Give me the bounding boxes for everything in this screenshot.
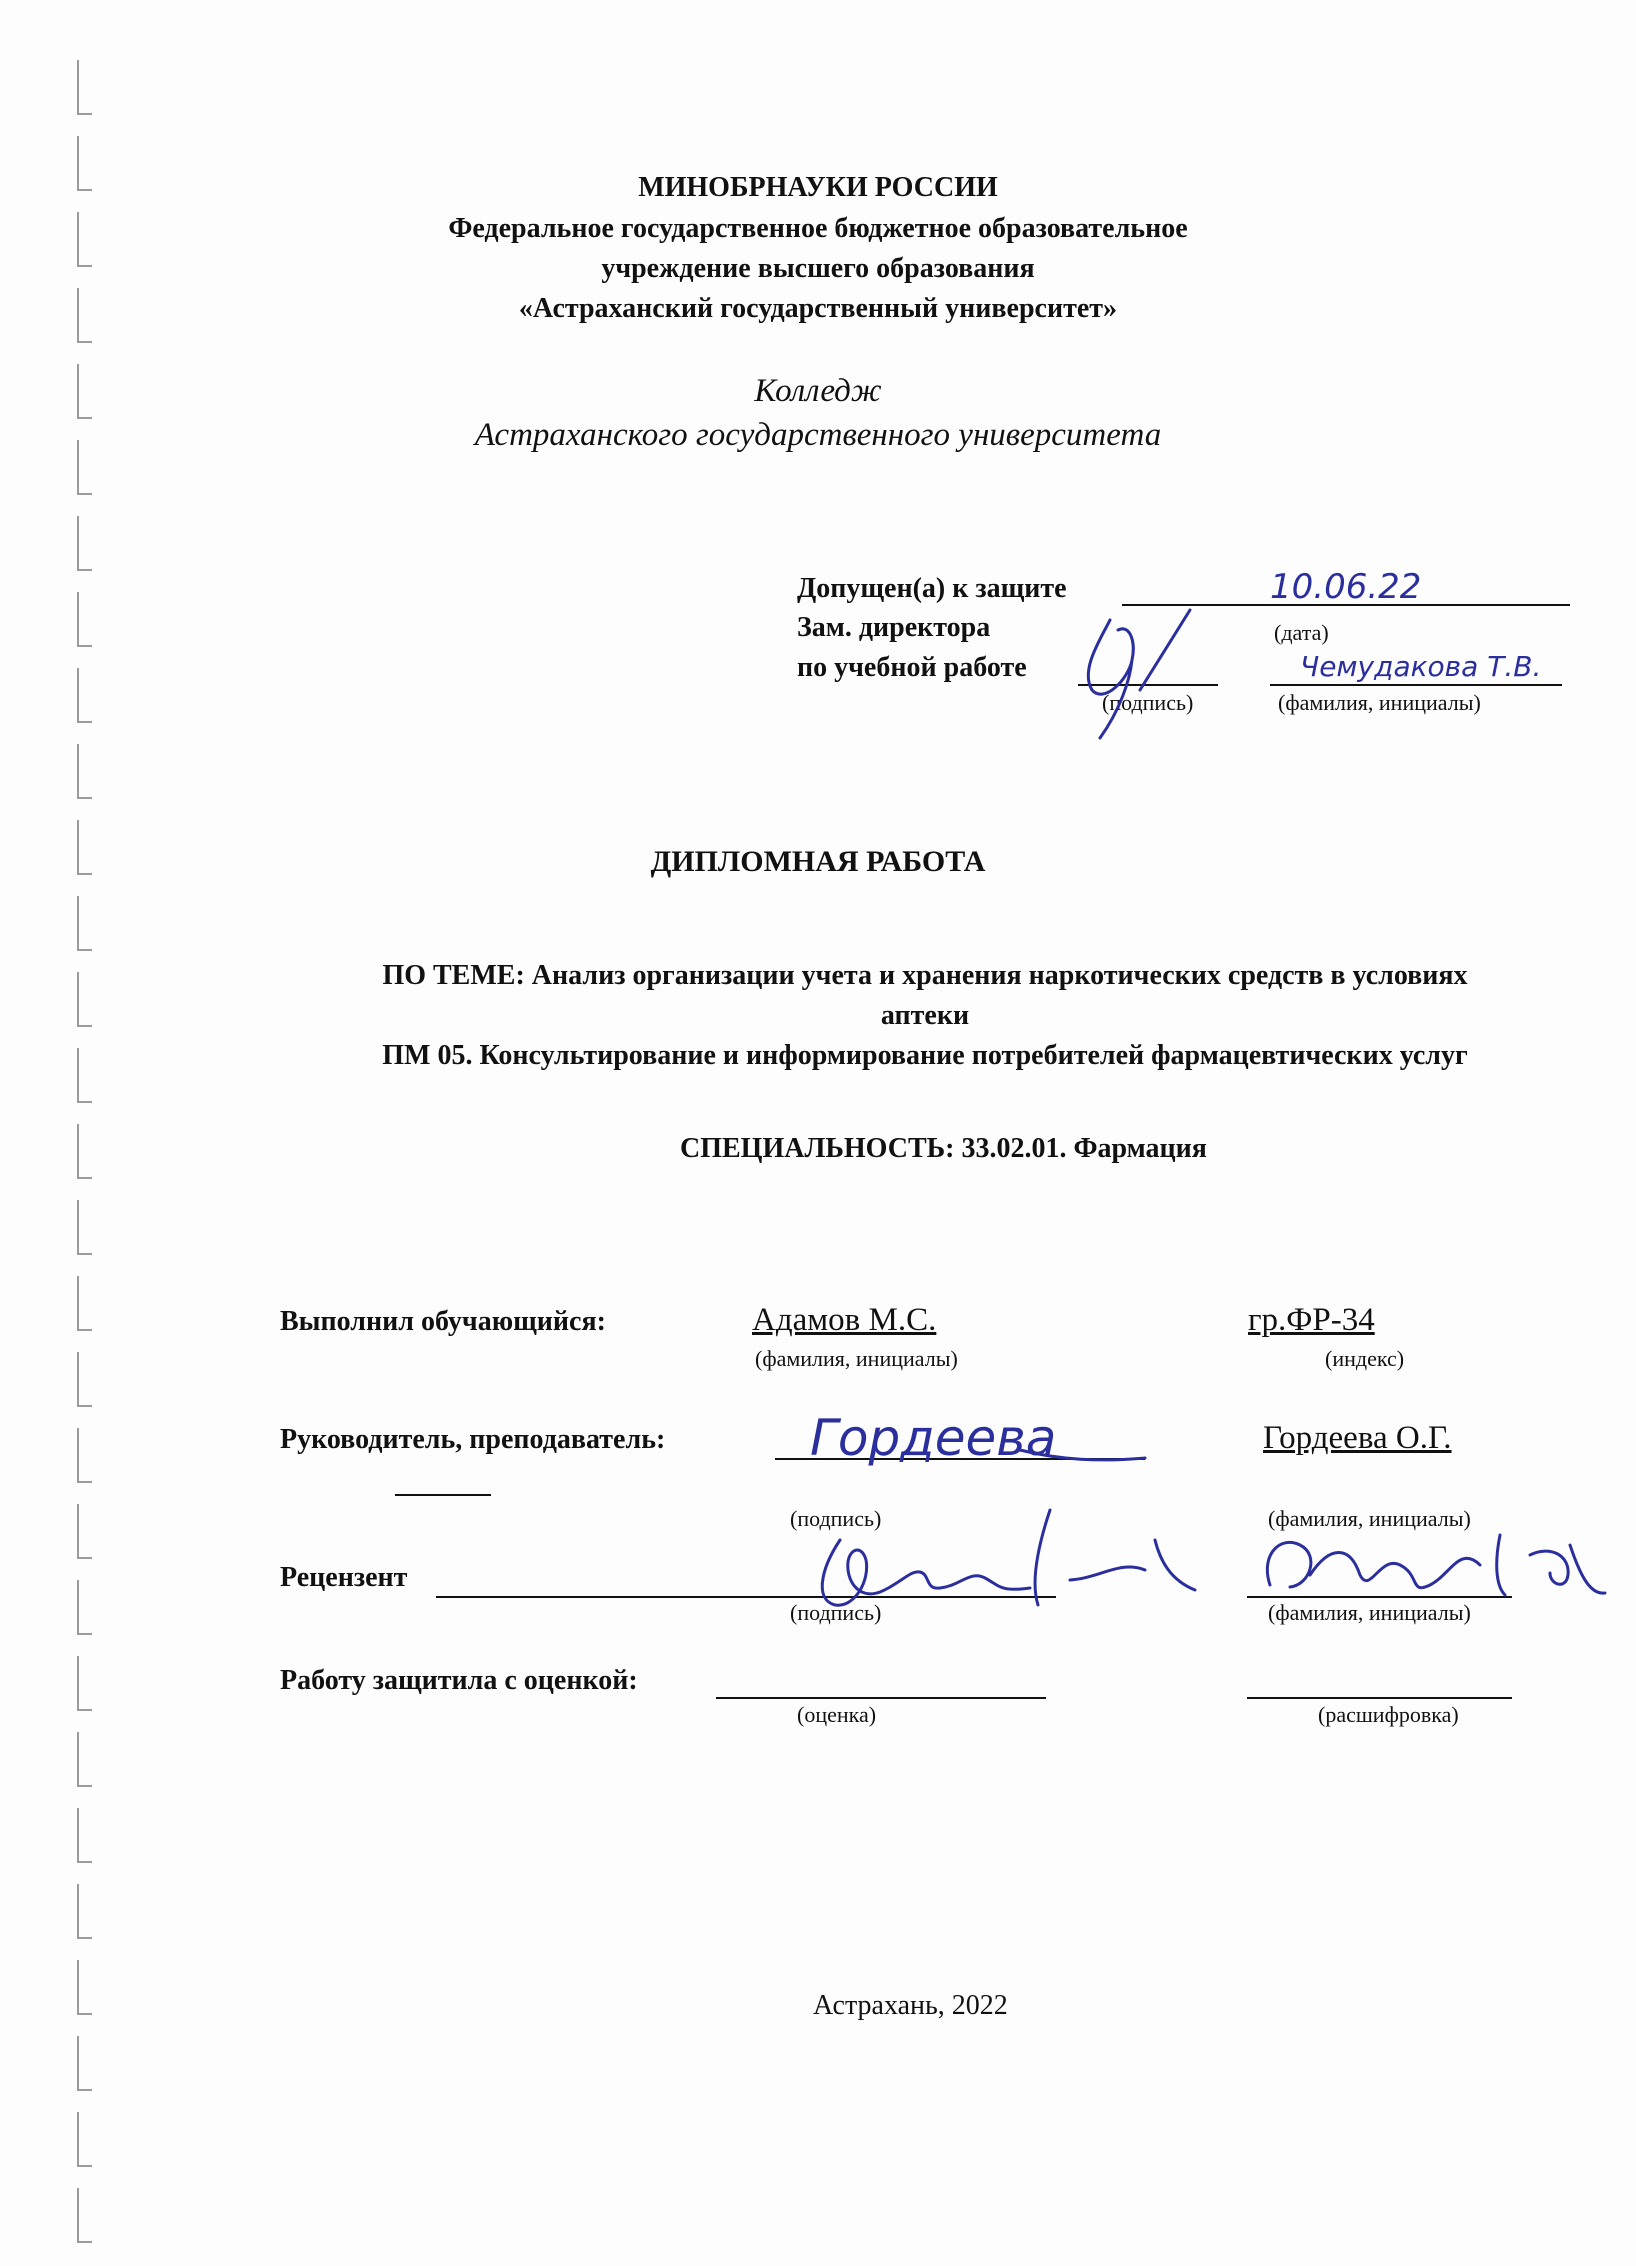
- binding-hole: [78, 592, 92, 646]
- binding-hole: [78, 1276, 92, 1330]
- binding-hole: [78, 1884, 92, 1938]
- director-name-caption: (фамилия, инициалы): [1278, 690, 1481, 715]
- study-label: по учебной работе: [797, 652, 1027, 683]
- topic-line-2: аптеки: [880, 1000, 970, 1031]
- reviewer-label: Рецензент: [280, 1562, 408, 1593]
- reviewer-name-caption: (фамилия, инициалы): [1268, 1600, 1471, 1625]
- reviewer-signature-caption: (подпись): [790, 1600, 882, 1625]
- svg-text:Чемудакова Т.В.: Чемудакова Т.В.: [1300, 650, 1542, 683]
- svg-text:Гордеева: Гордеева: [810, 1409, 1057, 1467]
- institution-line-3: «Астраханский государственный университет»: [518, 293, 1118, 324]
- deputy-label: Зам. директора: [797, 612, 991, 643]
- binding-hole: [78, 1124, 92, 1178]
- binding-hole: [78, 896, 92, 950]
- binding-hole: [78, 1580, 92, 1634]
- binding-hole: [78, 2188, 92, 2242]
- college-line-1: Колледж: [754, 373, 882, 409]
- binding-holes: [0, 0, 110, 2266]
- decode-line: [1247, 1697, 1512, 1699]
- grade-caption: (оценка): [797, 1702, 877, 1727]
- city-year: Астрахань, 2022: [813, 1990, 1008, 2021]
- binding-hole: [78, 60, 92, 114]
- student-name-caption: (фамилия, инициалы): [755, 1346, 958, 1371]
- module-title: ПМ 05. Консультирование и информирование потребителей фармацевтических услуг: [382, 1040, 1468, 1071]
- date-handwriting: [1270, 560, 1470, 610]
- binding-hole: [78, 744, 92, 798]
- supervisor-signature-caption: (подпись): [790, 1506, 882, 1531]
- binding-hole: [78, 1048, 92, 1102]
- work-type-title: ДИПЛОМНАЯ РАБОТА: [650, 845, 986, 878]
- supervisor-name: Гордеева О.Г.: [1263, 1420, 1452, 1456]
- decode-caption: (расшифровка): [1318, 1702, 1459, 1727]
- defense-label: Работу защитила с оценкой:: [280, 1665, 638, 1696]
- binding-hole: [78, 516, 92, 570]
- svg-text:10.06.22: 10.06.22: [1270, 567, 1422, 607]
- topic-line-1: ПО ТЕМЕ: Анализ организации учета и хранения наркотических средств в условиях: [382, 960, 1468, 991]
- binding-hole: [78, 1960, 92, 2014]
- binding-hole: [78, 668, 92, 722]
- binding-hole: [78, 2036, 92, 2090]
- binding-hole: [78, 2112, 92, 2166]
- binding-hole: [78, 1200, 92, 1254]
- college-line-2: Астраханского государственного университета: [474, 417, 1162, 453]
- admitted-label: Допущен(а) к защите: [797, 573, 1067, 604]
- specialty: СПЕЦИАЛЬНОСТЬ: 33.02.01. Фармация: [680, 1133, 1207, 1164]
- director-signature-caption: (подпись): [1102, 690, 1194, 715]
- institution-line-1: Федеральное государственное бюджетное образовательное: [448, 213, 1188, 244]
- supervisor-extra-line: [395, 1494, 491, 1496]
- ministry-title: МИНОБРНАУКИ РОССИИ: [638, 172, 998, 203]
- binding-hole: [78, 1808, 92, 1862]
- supervisor-name-caption: (фамилия, инициалы): [1268, 1506, 1471, 1531]
- supervisor-signature: [800, 1400, 1150, 1480]
- grade-line: [716, 1697, 1046, 1699]
- director-name-handwriting: [1300, 640, 1580, 690]
- binding-hole: [78, 972, 92, 1026]
- student-label: Выполнил обучающийся:: [280, 1306, 606, 1337]
- student-group: гр.ФР-34: [1248, 1302, 1375, 1338]
- binding-hole: [78, 1656, 92, 1710]
- institution-line-2: учреждение высшего образования: [601, 253, 1035, 284]
- student-name: Адамов М.С.: [752, 1302, 937, 1338]
- binding-hole: [78, 1428, 92, 1482]
- student-group-caption: (индекс): [1325, 1346, 1405, 1371]
- binding-hole: [78, 1504, 92, 1558]
- date-caption: (дата): [1274, 620, 1329, 645]
- binding-hole: [78, 1732, 92, 1786]
- supervisor-label: Руководитель, преподаватель:: [280, 1424, 666, 1455]
- director-signature: [1070, 600, 1300, 750]
- binding-hole: [78, 1352, 92, 1406]
